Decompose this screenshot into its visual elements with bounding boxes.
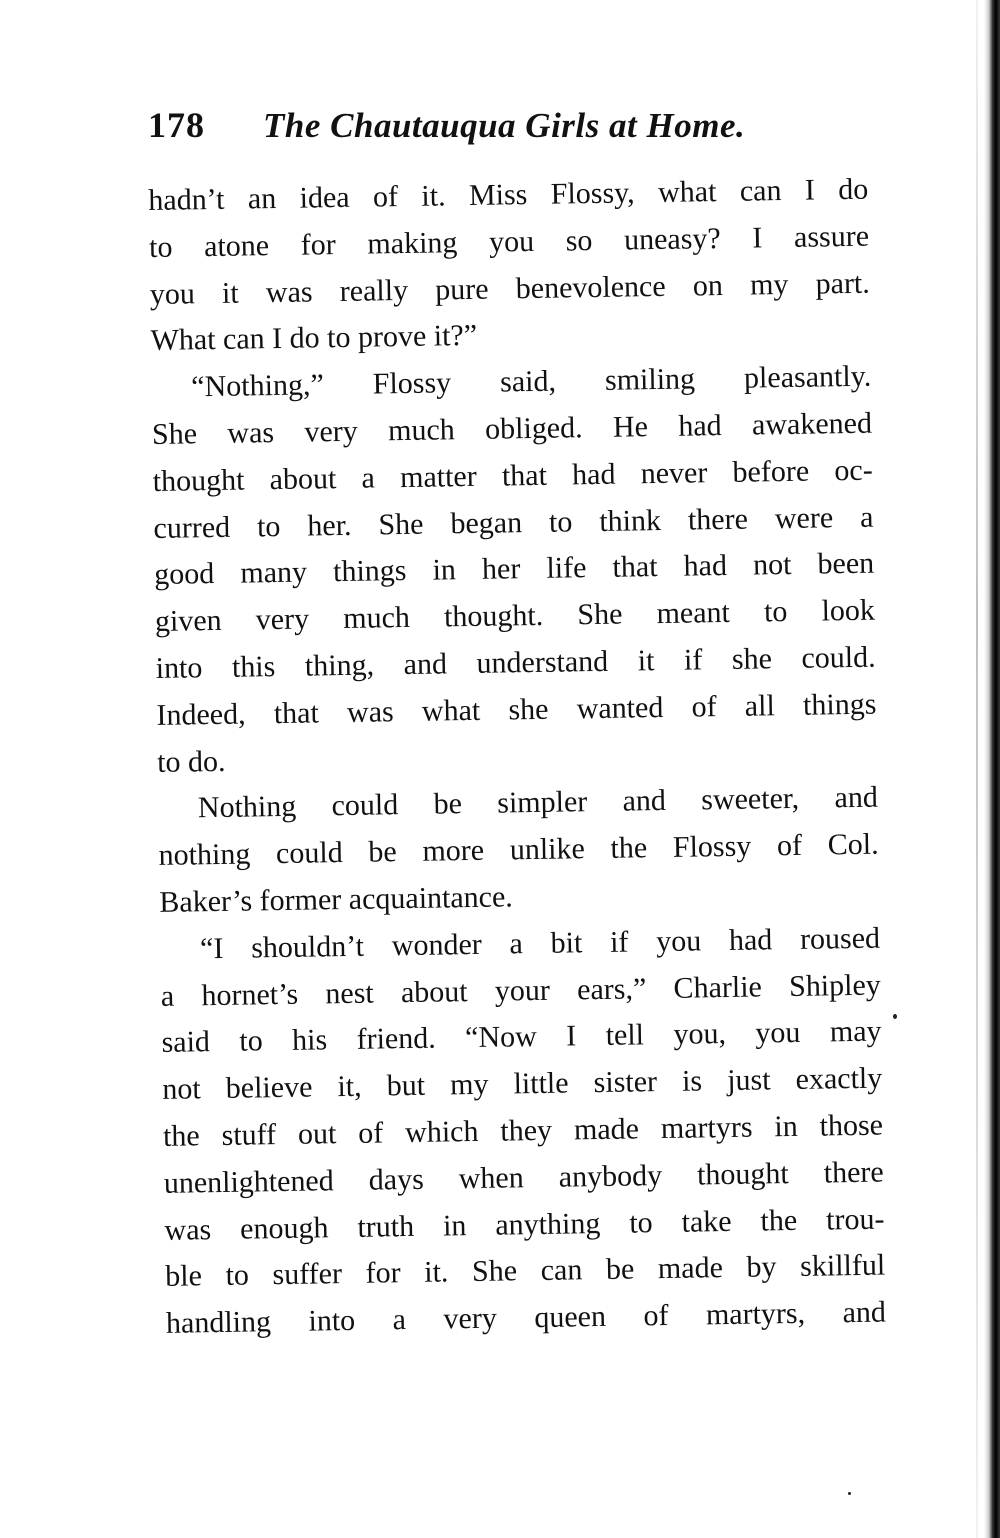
text-line: ble to suffer for it. She can be made by skillful [165, 1248, 886, 1294]
text-line: nothing could be more unlike the Flossy of Col. [158, 827, 879, 873]
text-line: Baker’s former acquaintance. [159, 880, 514, 919]
text-line: handling into a very queen of martyrs, and [165, 1295, 887, 1340]
page-body [148, 167, 886, 1348]
text-line: you it was really pure benevolence on my part. [149, 266, 870, 311]
print-speck [848, 1492, 851, 1495]
text-line: good many things in her life that had not been [153, 547, 875, 592]
text-line: curred to her. She began to think there were a [153, 500, 874, 545]
text-line: not believe it, but my little sister is just exactly [162, 1061, 883, 1107]
page-edge [984, 0, 1000, 1538]
text-line: to do. [156, 744, 226, 779]
text-line: unenlightened days when anybody thought there [163, 1155, 884, 1200]
text-line: was enough truth in anything to take the trou- [164, 1202, 885, 1247]
text-line: a hornet’s nest about your ears,” Charlie Shipley [160, 968, 882, 1013]
text-line: She was very much obliged. He had awakened [151, 406, 873, 451]
text-line: the stuff out of which they made martyrs in those [162, 1108, 884, 1153]
page-gutter-shadow [976, 0, 978, 1538]
paragraph-start-line: “I shouldn’t wonder a bit if you had roused [199, 921, 881, 966]
text-line: given very much thought. She meant to look [154, 593, 876, 639]
text-line: to atone for making you so uneasy? I assure [148, 219, 870, 264]
text-line: thought about a matter that had never before oc- [152, 453, 873, 498]
page-number: 178 [148, 105, 205, 145]
paragraph-start-line: Nothing could be simpler and sweeter, and [197, 780, 879, 825]
running-title: The Chautauqua Girls at Home. [263, 106, 746, 145]
text-line: hadn’t an idea of it. Miss Flossy, what can I do [148, 172, 869, 217]
running-header [148, 104, 848, 164]
text-line: into this thing, and understand it if she could. [155, 640, 876, 685]
print-speck [893, 1014, 897, 1019]
text-line: said to his friend. “Now I tell you, you may [161, 1014, 882, 1060]
paragraph-start-line: “Nothing,” Flossy said, smiling pleasantly. [191, 359, 872, 404]
text-line: What can I do to prove it?” [150, 319, 478, 358]
text-line: Indeed, that was what she wanted of all things [156, 687, 877, 732]
